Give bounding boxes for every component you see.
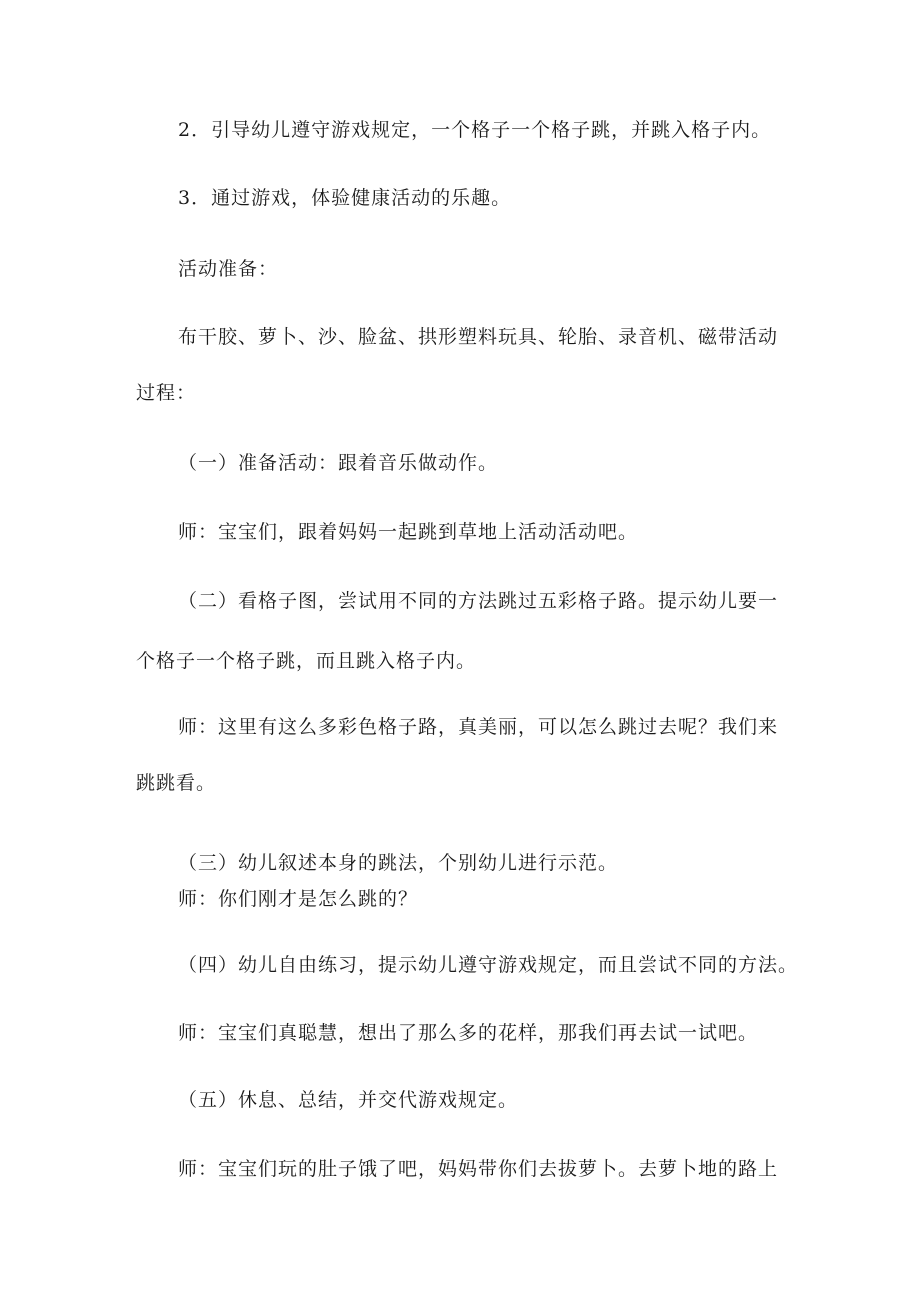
step-1-heading: （一）准备活动：跟着音乐做动作。 <box>178 452 499 474</box>
objective-2: 2．引导幼儿遵守游戏规定，一个格子一个格子跳，并跳入格子内。 <box>178 119 772 141</box>
materials-paragraph-line-2: 过程： <box>136 382 197 404</box>
step-5-heading: （五）休息、总结，并交代游戏规定。 <box>178 1089 519 1111</box>
objective-3: 3．通过游戏，体验健康活动的乐趣。 <box>178 187 512 209</box>
section-heading-preparation: 活动准备： <box>178 258 279 280</box>
step-3-heading: （三）幼儿叙述本身的跳法，个别幼儿进行示范。 <box>178 852 619 874</box>
step-2-heading-line-1: （二）看格子图，尝试用不同的方法跳过五彩格子路。提示幼儿要一 <box>178 590 779 612</box>
teacher-line-4: 师：宝宝们真聪慧，想出了那么多的花样，那我们再去试一试吧。 <box>178 1022 759 1044</box>
step-2-heading-line-2: 个格子一个格子跳，而且跳入格子内。 <box>136 650 477 672</box>
teacher-line-3: 师：你们刚才是怎么跳的？ <box>178 888 419 910</box>
step-4-heading: （四）幼儿自由练习，提示幼儿遵守游戏规定，而且尝试不同的方法。 <box>178 954 799 976</box>
teacher-line-2-part-2: 跳跳看。 <box>136 772 217 794</box>
teacher-line-1: 师：宝宝们，跟着妈妈一起跳到草地上活动活动吧。 <box>178 521 639 543</box>
teacher-line-2-part-1: 师：这里有这么多彩色格子路，真美丽，可以怎么跳过去呢？我们来 <box>178 716 779 738</box>
teacher-line-5: 师：宝宝们玩的肚子饿了吧，妈妈带你们去拔萝卜。去萝卜地的路上 <box>178 1158 779 1180</box>
materials-paragraph-line-1: 布干胶、萝卜、沙、脸盆、拱形塑料玩具、轮胎、录音机、磁带活动 <box>178 326 779 348</box>
